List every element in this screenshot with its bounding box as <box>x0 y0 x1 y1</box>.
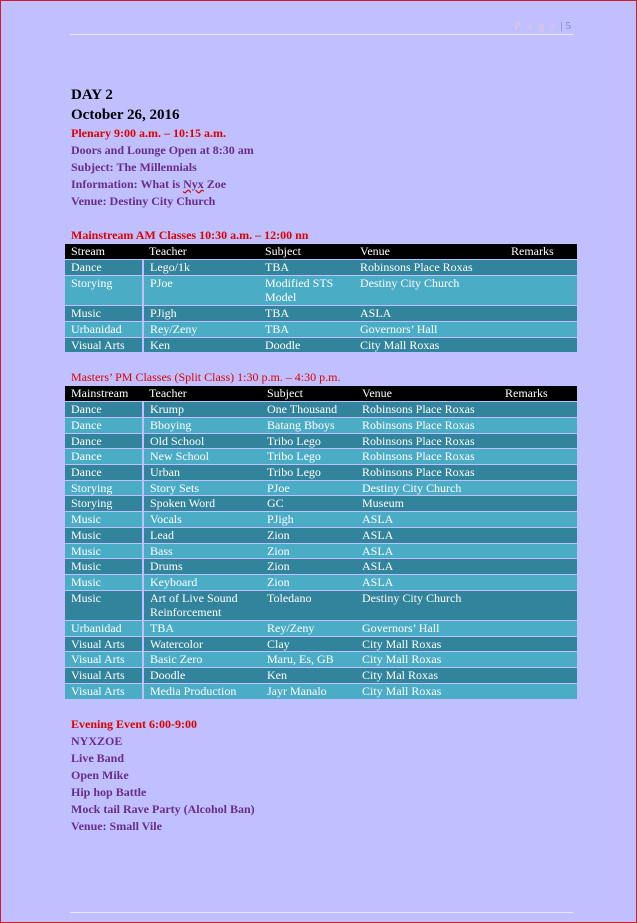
evening-list <box>71 733 577 835</box>
table-cell: Robinsons Place Roxas <box>356 465 499 480</box>
table-cell: Story Sets <box>143 481 261 496</box>
table-cell: Tribo Lego <box>261 465 356 480</box>
table-cell: ASLA <box>356 575 499 590</box>
table-row <box>65 512 577 527</box>
table-cell <box>499 512 577 527</box>
table-cell: Visual Arts <box>65 684 143 699</box>
table-cell: Watercolor <box>143 637 261 652</box>
table-cell: Rey/Zeny <box>261 621 356 636</box>
am-header-row <box>65 244 577 259</box>
table-cell: Music <box>65 559 143 574</box>
table-cell: Drums <box>143 559 261 574</box>
table-cell: Urbanidad <box>65 322 143 337</box>
page-number-header <box>515 20 571 32</box>
table-cell: Storying <box>65 496 143 511</box>
table-cell <box>505 322 577 337</box>
table-cell <box>499 544 577 559</box>
table-cell: New School <box>143 449 261 464</box>
table-cell: Clay <box>261 637 356 652</box>
table-cell: Robinsons Place Roxas <box>356 449 499 464</box>
column-header: Venue <box>354 244 505 259</box>
table-row <box>65 449 577 464</box>
table-cell: Robinsons Place Roxas <box>354 260 505 275</box>
table-cell: Dance <box>65 434 143 449</box>
table-cell: Bboying <box>143 418 261 433</box>
table-cell <box>499 528 577 543</box>
date-heading: October 26, 2016 <box>71 107 180 123</box>
table-cell <box>499 591 577 620</box>
table-cell: City Mal Roxas <box>356 668 499 683</box>
table-cell: ASLA <box>354 306 505 321</box>
am-classes-title: Mainstream AM Classes 10:30 a.m. – 12:00 nn <box>71 228 309 242</box>
table-cell <box>505 338 577 353</box>
table-row <box>65 418 577 433</box>
column-header: Venue <box>356 386 499 401</box>
table-cell: Ken <box>261 668 356 683</box>
table-cell: Tribo Lego <box>261 434 356 449</box>
table-cell: Robinsons Place Roxas <box>356 434 499 449</box>
table-cell <box>499 481 577 496</box>
day-heading: DAY 2 <box>71 87 113 103</box>
table-cell <box>499 621 577 636</box>
table-cell: Basic Zero <box>143 652 261 667</box>
table-cell: Destiny City Church <box>356 591 499 620</box>
table-cell <box>505 276 577 305</box>
table-cell: PJoe <box>261 481 356 496</box>
table-cell: Museum <box>356 496 499 511</box>
table-cell: Visual Arts <box>65 338 143 353</box>
table-cell: Zion <box>261 559 356 574</box>
table-cell: ASLA <box>356 544 499 559</box>
table-cell: Governors’ Hall <box>356 621 499 636</box>
table-row <box>65 544 577 559</box>
page-label: P a g e <box>514 20 558 32</box>
evening-item: NYXZOE <box>71 733 123 748</box>
table-cell: City Mall Roxas <box>354 338 505 353</box>
table-row <box>65 575 577 590</box>
table-row <box>65 260 577 275</box>
table-cell: Storying <box>65 481 143 496</box>
table-cell: TBA <box>143 621 261 636</box>
table-cell: TBA <box>259 260 354 275</box>
column-header: Remarks <box>499 386 577 401</box>
table-cell <box>499 652 577 667</box>
table-row <box>65 465 577 480</box>
evening-item: Live Band <box>71 750 125 765</box>
table-cell: Keyboard <box>143 575 261 590</box>
table-row <box>65 402 577 417</box>
table-cell <box>499 575 577 590</box>
page-separator: | <box>560 20 563 32</box>
plenary-time: Plenary 9:00 a.m. – 10:15 a.m. <box>71 126 226 140</box>
table-cell <box>505 306 577 321</box>
table-cell <box>499 449 577 464</box>
table-cell: Toledano <box>261 591 356 620</box>
table-cell <box>499 559 577 574</box>
table-cell: PJigh <box>261 512 356 527</box>
table-cell: Modified STS Model <box>259 276 354 305</box>
column-header: Subject <box>259 244 354 259</box>
information-line <box>71 176 577 193</box>
table-cell: Doodle <box>259 338 354 353</box>
table-cell: Music <box>65 575 143 590</box>
table-cell: Zion <box>261 528 356 543</box>
table-cell: Storying <box>65 276 143 305</box>
table-cell: Robinsons Place Roxas <box>356 418 499 433</box>
doors-open: Doors and Lounge Open at 8:30 am <box>71 143 254 157</box>
table-cell: Rey/Zeny <box>143 322 259 337</box>
table-row <box>65 276 577 305</box>
table-cell: City Mall Roxas <box>356 652 499 667</box>
table-row <box>65 652 577 667</box>
evening-item: Mock tail Rave Party (Alcohol Ban) <box>71 801 255 816</box>
table-cell <box>499 465 577 480</box>
table-cell: Dance <box>65 418 143 433</box>
table-cell <box>499 684 577 699</box>
table-cell: Robinsons Place Roxas <box>356 402 499 417</box>
table-cell: City Mall Roxas <box>356 637 499 652</box>
table-cell <box>499 402 577 417</box>
table-row <box>65 621 577 636</box>
table-cell: PJigh <box>143 306 259 321</box>
table-cell: PJoe <box>143 276 259 305</box>
information-name: Nyx <box>183 177 204 191</box>
table-cell: Urban <box>143 465 261 480</box>
page-number: 5 <box>565 20 571 32</box>
document-body <box>71 86 577 835</box>
table-cell: Dance <box>65 260 143 275</box>
information-suffix: Zoe <box>203 177 227 191</box>
table-cell: Destiny City Church <box>356 481 499 496</box>
header-rule <box>70 34 573 35</box>
evening-title: Evening Event 6:00-9:00 <box>71 716 197 731</box>
pm-classes-table <box>65 386 577 698</box>
table-cell: Jayr Manalo <box>261 684 356 699</box>
table-cell: Music <box>65 306 143 321</box>
table-cell: One Thousand <box>261 402 356 417</box>
table-cell: TBA <box>259 306 354 321</box>
table-cell: ASLA <box>356 528 499 543</box>
table-cell <box>499 637 577 652</box>
table-cell: TBA <box>259 322 354 337</box>
table-cell <box>505 260 577 275</box>
evening-item: Open Mike <box>71 767 129 782</box>
table-cell: Vocals <box>143 512 261 527</box>
table-cell: Maru, Es, GB <box>261 652 356 667</box>
table-cell: City Mall Roxas <box>356 684 499 699</box>
table-row <box>65 306 577 321</box>
table-cell: Krump <box>143 402 261 417</box>
table-cell: Dance <box>65 449 143 464</box>
table-cell: Visual Arts <box>65 637 143 652</box>
column-header: Remarks <box>505 244 577 259</box>
information-prefix: Information: What is <box>71 177 184 191</box>
table-cell: Music <box>65 544 143 559</box>
table-cell: Lead <box>143 528 261 543</box>
column-header: Teacher <box>143 386 261 401</box>
table-cell: Visual Arts <box>65 668 143 683</box>
column-header: Stream <box>65 244 143 259</box>
table-cell: Batang Bboys <box>261 418 356 433</box>
pm-classes-title: Masters’ PM Classes (Split Class) 1:30 p.m. – 4:30 p.m. <box>71 370 341 385</box>
table-row <box>65 559 577 574</box>
table-row <box>65 434 577 449</box>
table-row <box>65 338 577 353</box>
table-cell: Old School <box>143 434 261 449</box>
table-cell: Dance <box>65 402 143 417</box>
table-cell: Spoken Word <box>143 496 261 511</box>
table-row <box>65 496 577 511</box>
table-cell <box>499 418 577 433</box>
table-cell <box>499 668 577 683</box>
table-cell: ASLA <box>356 512 499 527</box>
table-cell: Dance <box>65 465 143 480</box>
venue-line: Venue: Destiny City Church <box>71 194 216 208</box>
table-cell: Lego/1k <box>143 260 259 275</box>
evening-item: Venue: Small Vile <box>71 818 162 833</box>
table-row <box>65 684 577 699</box>
table-cell: Bass <box>143 544 261 559</box>
table-cell: Zion <box>261 544 356 559</box>
column-header: Subject <box>261 386 356 401</box>
am-classes-table <box>65 244 577 352</box>
table-row <box>65 481 577 496</box>
footer-rule <box>70 912 573 913</box>
table-row <box>65 637 577 652</box>
table-row <box>65 322 577 337</box>
table-cell: Governors’ Hall <box>354 322 505 337</box>
table-cell: GC <box>261 496 356 511</box>
table-cell <box>499 434 577 449</box>
table-row <box>65 528 577 543</box>
column-header: Mainstream <box>65 386 143 401</box>
table-row <box>65 668 577 683</box>
table-cell: Visual Arts <box>65 652 143 667</box>
table-cell: Media Production <box>143 684 261 699</box>
table-cell: Doodle <box>143 668 261 683</box>
table-cell: Art of Live Sound Reinforcement <box>143 591 261 620</box>
table-cell: Music <box>65 528 143 543</box>
evening-item: Hip hop Battle <box>71 784 147 799</box>
table-cell: Music <box>65 512 143 527</box>
table-cell: Ken <box>143 338 259 353</box>
table-cell: Urbanidad <box>65 621 143 636</box>
table-cell <box>499 496 577 511</box>
table-cell: Zion <box>261 575 356 590</box>
table-cell: ASLA <box>356 559 499 574</box>
subject-line: Subject: The Millennials <box>71 160 197 174</box>
table-cell: Tribo Lego <box>261 449 356 464</box>
pm-header-row <box>65 386 577 401</box>
column-header: Teacher <box>143 244 259 259</box>
table-row <box>65 591 577 620</box>
table-cell: Destiny City Church <box>354 276 505 305</box>
table-cell: Music <box>65 591 143 620</box>
